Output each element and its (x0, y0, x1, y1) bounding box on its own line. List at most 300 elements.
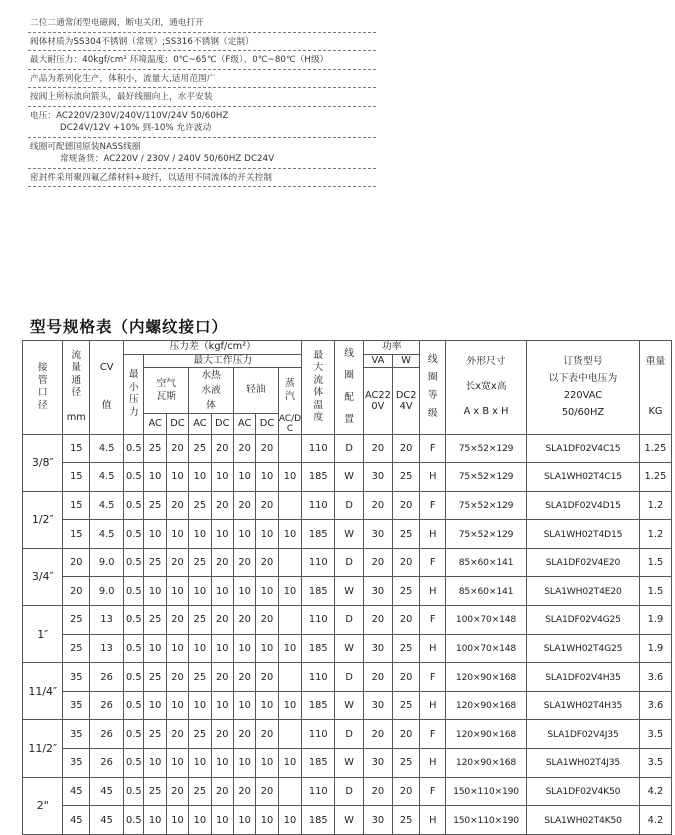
air-ac-cell: 10 (144, 634, 166, 663)
grade-cell: H (420, 749, 446, 778)
oil-ac-cell: 20 (233, 663, 255, 692)
cv-cell: 13 (90, 606, 124, 635)
table-row (23, 691, 672, 720)
va-cell: 20 (364, 777, 393, 806)
min-pressure-cell: 0.5 (124, 663, 144, 692)
w-cell: 20 (392, 491, 420, 520)
oil-dc-cell: 20 (256, 548, 278, 577)
coil-cell: D (335, 548, 364, 577)
spec-table (22, 340, 672, 835)
water-ac-cell: 25 (189, 606, 211, 635)
steam-cell: 10 (278, 520, 302, 549)
flow-cell: 35 (63, 749, 90, 778)
coil-cell: D (335, 606, 364, 635)
grade-cell: F (420, 663, 446, 692)
air-ac-cell: 10 (144, 463, 166, 492)
model-cell: SLA1DF02V4H35 (527, 663, 640, 692)
oil-ac-cell: 20 (233, 720, 255, 749)
header-weight: 重量 KG (639, 341, 671, 435)
weight-cell: 1.2 (639, 520, 671, 549)
oil-ac-cell: 10 (233, 463, 255, 492)
air-dc-cell: 10 (166, 520, 188, 549)
table-row (23, 663, 672, 692)
water-ac-cell: 10 (189, 463, 211, 492)
weight-cell: 1.25 (639, 463, 671, 492)
water-ac-cell: 10 (189, 634, 211, 663)
w-cell: 20 (392, 548, 420, 577)
note-item (28, 107, 376, 138)
temp-cell: 185 (302, 463, 335, 492)
min-pressure-cell: 0.5 (124, 806, 144, 835)
note-text-line2: 常规备货：AC220V / 230V / 240V 50/60HZ DC24V (60, 154, 275, 164)
oil-dc-cell: 20 (256, 777, 278, 806)
header-steam: 蒸汽 (278, 368, 302, 414)
header-coil-config: 线圈配置 (335, 341, 364, 435)
header-air-ac: AC (144, 414, 166, 435)
w-cell: 20 (392, 720, 420, 749)
note-text: 线圈可配德国原装NASS线圈 (30, 141, 141, 152)
weight-cell: 1.5 (639, 577, 671, 606)
header-water-dc: DC (211, 414, 233, 435)
oil-ac-cell: 10 (233, 749, 255, 778)
water-ac-cell: 25 (189, 548, 211, 577)
coil-cell: D (335, 720, 364, 749)
model-cell: SLA1DF02V4G25 (527, 606, 640, 635)
weight-cell: 3.6 (639, 663, 671, 692)
coil-cell: W (335, 749, 364, 778)
note-text: 电压：AC220V/230V/240V/110V/24V 50/60HZ (30, 110, 229, 121)
weight-cell: 1.2 (639, 491, 671, 520)
va-cell: 20 (364, 491, 393, 520)
header-steam-acdc: AC/DC (278, 413, 302, 434)
flow-cell: 35 (63, 720, 90, 749)
port-size-cell: 3/8″ (23, 434, 63, 491)
grade-cell: H (420, 463, 446, 492)
oil-ac-cell: 10 (233, 691, 255, 720)
water-dc-cell: 10 (211, 691, 233, 720)
temp-cell: 185 (302, 577, 335, 606)
water-ac-cell: 10 (189, 691, 211, 720)
note-text: 二位二通常闭型电磁阀，断电关闭，通电打开 (30, 18, 204, 28)
grade-cell: F (420, 777, 446, 806)
steam-cell (278, 491, 302, 520)
table-row (23, 491, 672, 520)
port-size-cell: 1″ (23, 606, 63, 663)
water-dc-cell: 10 (211, 806, 233, 835)
oil-dc-cell: 20 (256, 491, 278, 520)
min-pressure-cell: 0.5 (124, 577, 144, 606)
w-cell: 25 (392, 749, 420, 778)
spec-table-body (23, 434, 672, 835)
oil-ac-cell: 10 (233, 577, 255, 606)
oil-dc-cell: 20 (256, 606, 278, 635)
port-size-cell: 2" (23, 777, 63, 834)
flow-cell: 25 (63, 606, 90, 635)
min-pressure-cell: 0.5 (124, 463, 144, 492)
grade-cell: F (420, 548, 446, 577)
port-size-cell: 11/2″ (23, 720, 63, 777)
model-cell: SLA1DF02V4C15 (527, 434, 640, 463)
oil-ac-cell: 20 (233, 548, 255, 577)
header-pressure-diff: 压力差（kgf/cm²） (124, 341, 302, 355)
flow-cell: 20 (63, 548, 90, 577)
note-item (28, 70, 376, 89)
dims-cell: 120×90×168 (446, 720, 527, 749)
dims-cell: 75×52×129 (446, 491, 527, 520)
air-ac-cell: 25 (144, 777, 166, 806)
dims-cell: 85×60×141 (446, 577, 527, 606)
air-ac-cell: 10 (144, 691, 166, 720)
air-dc-cell: 10 (166, 577, 188, 606)
oil-dc-cell: 20 (256, 720, 278, 749)
note-text: 密封件采用聚四氟乙烯材料+玻纤，以适用不同流体的开关控制 (30, 172, 273, 183)
temp-cell: 185 (302, 691, 335, 720)
air-ac-cell: 10 (144, 577, 166, 606)
air-ac-cell: 25 (144, 434, 166, 463)
temp-cell: 110 (302, 434, 335, 463)
w-cell: 25 (392, 691, 420, 720)
oil-ac-cell: 20 (233, 434, 255, 463)
coil-cell: W (335, 520, 364, 549)
min-pressure-cell: 0.5 (124, 491, 144, 520)
header-cv: CV 值 (90, 341, 124, 435)
steam-cell: 10 (278, 463, 302, 492)
weight-cell: 4.2 (639, 806, 671, 835)
min-pressure-cell: 0.5 (124, 691, 144, 720)
water-ac-cell: 25 (189, 434, 211, 463)
model-cell: SLA1WH02T4J35 (527, 749, 640, 778)
temp-cell: 110 (302, 606, 335, 635)
coil-cell: W (335, 463, 364, 492)
water-dc-cell: 10 (211, 577, 233, 606)
water-ac-cell: 25 (189, 720, 211, 749)
air-ac-cell: 10 (144, 520, 166, 549)
header-max-working-pressure: 最大工作压力 (144, 354, 302, 368)
header-water: 水热水液体 (189, 368, 234, 414)
w-cell: 25 (392, 634, 420, 663)
va-cell: 20 (364, 548, 393, 577)
grade-cell: H (420, 691, 446, 720)
weight-cell: 1.25 (639, 434, 671, 463)
weight-cell: 1.9 (639, 634, 671, 663)
va-cell: 30 (364, 691, 393, 720)
flow-cell: 35 (63, 691, 90, 720)
min-pressure-cell: 0.5 (124, 520, 144, 549)
cv-cell: 45 (90, 806, 124, 835)
grade-cell: H (420, 577, 446, 606)
table-row (23, 749, 672, 778)
header-flow: 流量通径 mm (63, 341, 90, 435)
dims-cell: 120×90×168 (446, 749, 527, 778)
table-row (23, 463, 672, 492)
temp-cell: 110 (302, 663, 335, 692)
water-ac-cell: 10 (189, 749, 211, 778)
va-cell: 30 (364, 463, 393, 492)
table-row (23, 577, 672, 606)
va-cell: 30 (364, 806, 393, 835)
va-cell: 30 (364, 634, 393, 663)
note-text: 产品为系列化生产，体积小，流量大,适用范围广 (30, 73, 216, 84)
water-ac-cell: 25 (189, 777, 211, 806)
weight-cell: 3.5 (639, 749, 671, 778)
dims-cell: 75×52×129 (446, 463, 527, 492)
steam-cell: 10 (278, 806, 302, 835)
model-cell: SLA1DF02V4J35 (527, 720, 640, 749)
coil-cell: D (335, 777, 364, 806)
dims-cell: 75×52×129 (446, 520, 527, 549)
note-text: 最大耐压力：40kgf/cm² 环境温度：0℃~65℃（F级）、0℃~80℃（H级） (30, 55, 329, 65)
temp-cell: 110 (302, 548, 335, 577)
air-ac-cell: 25 (144, 606, 166, 635)
min-pressure-cell: 0.5 (124, 634, 144, 663)
grade-cell: F (420, 491, 446, 520)
oil-ac-cell: 10 (233, 806, 255, 835)
air-dc-cell: 10 (166, 634, 188, 663)
model-cell: SLA1WH02T4C15 (527, 463, 640, 492)
cv-cell: 4.5 (90, 434, 124, 463)
oil-ac-cell: 10 (233, 520, 255, 549)
water-dc-cell: 10 (211, 749, 233, 778)
va-cell: 20 (364, 720, 393, 749)
w-cell: 20 (392, 606, 420, 635)
va-cell: 30 (364, 749, 393, 778)
water-ac-cell: 10 (189, 520, 211, 549)
model-cell: SLA1DF02V4K50 (527, 777, 640, 806)
temp-cell: 185 (302, 520, 335, 549)
header-oil-ac: AC (233, 414, 255, 435)
table-row (23, 777, 672, 806)
w-cell: 20 (392, 434, 420, 463)
header-ac-voltage: AC220V (364, 368, 393, 435)
water-ac-cell: 25 (189, 491, 211, 520)
va-cell: 30 (364, 520, 393, 549)
min-pressure-cell: 0.5 (124, 749, 144, 778)
temp-cell: 110 (302, 491, 335, 520)
steam-cell (278, 777, 302, 806)
min-pressure-cell: 0.5 (124, 548, 144, 577)
air-ac-cell: 10 (144, 806, 166, 835)
weight-cell: 3.5 (639, 720, 671, 749)
air-dc-cell: 20 (166, 606, 188, 635)
coil-cell: W (335, 806, 364, 835)
coil-cell: D (335, 491, 364, 520)
oil-dc-cell: 10 (256, 806, 278, 835)
cv-cell: 9.0 (90, 577, 124, 606)
air-dc-cell: 20 (166, 663, 188, 692)
steam-cell (278, 434, 302, 463)
oil-dc-cell: 10 (256, 520, 278, 549)
note-text: 按阀上所标流向箭头，最好线圈向上，水平安装 (30, 92, 213, 102)
dims-cell: 120×90×168 (446, 663, 527, 692)
va-cell: 20 (364, 434, 393, 463)
air-ac-cell: 10 (144, 749, 166, 778)
header-air: 空气瓦斯 (144, 368, 189, 414)
grade-cell: F (420, 606, 446, 635)
temp-cell: 185 (302, 634, 335, 663)
oil-dc-cell: 10 (256, 749, 278, 778)
grade-cell: F (420, 720, 446, 749)
water-ac-cell: 25 (189, 663, 211, 692)
oil-ac-cell: 20 (233, 777, 255, 806)
oil-dc-cell: 10 (256, 577, 278, 606)
weight-cell: 4.2 (639, 777, 671, 806)
model-cell: SLA1WH02T4K50 (527, 806, 640, 835)
flow-cell: 20 (63, 577, 90, 606)
air-dc-cell: 10 (166, 691, 188, 720)
w-cell: 25 (392, 520, 420, 549)
oil-ac-cell: 20 (233, 491, 255, 520)
air-ac-cell: 25 (144, 663, 166, 692)
air-ac-cell: 25 (144, 720, 166, 749)
model-cell: SLA1DF02V4E20 (527, 548, 640, 577)
header-water-ac: AC (189, 414, 211, 435)
water-dc-cell: 20 (211, 720, 233, 749)
cv-cell: 26 (90, 720, 124, 749)
header-power: 功率 (364, 341, 420, 355)
cv-cell: 26 (90, 691, 124, 720)
cv-cell: 4.5 (90, 491, 124, 520)
oil-dc-cell: 10 (256, 634, 278, 663)
coil-cell: W (335, 577, 364, 606)
w-cell: 25 (392, 577, 420, 606)
min-pressure-cell: 0.5 (124, 434, 144, 463)
product-notes (28, 14, 376, 187)
header-light-oil: 轻油 (233, 368, 278, 414)
water-dc-cell: 20 (211, 777, 233, 806)
note-item (28, 88, 376, 107)
water-dc-cell: 20 (211, 663, 233, 692)
table-row (23, 606, 672, 635)
port-size-cell: 1/2″ (23, 491, 63, 548)
cv-cell: 45 (90, 777, 124, 806)
min-pressure-cell: 0.5 (124, 606, 144, 635)
va-cell: 30 (364, 577, 393, 606)
dims-cell: 120×90×168 (446, 691, 527, 720)
temp-cell: 110 (302, 720, 335, 749)
steam-cell (278, 606, 302, 635)
air-ac-cell: 25 (144, 491, 166, 520)
header-order-model: 订货型号 以下表中电压为 220VAC 50/60HZ (527, 341, 640, 435)
coil-cell: W (335, 691, 364, 720)
cv-cell: 26 (90, 663, 124, 692)
note-text-line2: DC24V/12V +10% 到-10% 允许波动 (60, 123, 212, 133)
temp-cell: 185 (302, 806, 335, 835)
port-size-cell: 3/4″ (23, 548, 63, 605)
air-dc-cell: 20 (166, 434, 188, 463)
steam-cell: 10 (278, 577, 302, 606)
port-size-cell: 11/4″ (23, 663, 63, 720)
water-ac-cell: 10 (189, 577, 211, 606)
oil-ac-cell: 20 (233, 606, 255, 635)
dims-cell: 100×70×148 (446, 606, 527, 635)
cv-cell: 9.0 (90, 548, 124, 577)
flow-cell: 15 (63, 520, 90, 549)
steam-cell: 10 (278, 634, 302, 663)
grade-cell: H (420, 634, 446, 663)
air-dc-cell: 10 (166, 749, 188, 778)
header-air-dc: DC (166, 414, 188, 435)
va-cell: 20 (364, 663, 393, 692)
steam-cell: 10 (278, 749, 302, 778)
coil-cell: D (335, 663, 364, 692)
flow-cell: 45 (63, 806, 90, 835)
weight-cell: 1.9 (639, 606, 671, 635)
table-row (23, 520, 672, 549)
w-cell: 20 (392, 777, 420, 806)
note-item (28, 138, 376, 169)
air-ac-cell: 25 (144, 548, 166, 577)
table-row (23, 634, 672, 663)
water-dc-cell: 20 (211, 606, 233, 635)
dims-cell: 85×60×141 (446, 548, 527, 577)
cv-cell: 13 (90, 634, 124, 663)
oil-dc-cell: 10 (256, 463, 278, 492)
air-dc-cell: 10 (166, 806, 188, 835)
water-dc-cell: 20 (211, 434, 233, 463)
water-dc-cell: 20 (211, 548, 233, 577)
header-port: 接管口径 (23, 341, 63, 435)
table-row (23, 806, 672, 835)
note-item (28, 169, 376, 188)
temp-cell: 110 (302, 777, 335, 806)
air-dc-cell: 20 (166, 548, 188, 577)
header-w: W (392, 354, 420, 368)
header-oil-dc: DC (256, 414, 278, 435)
dims-cell: 150×110×190 (446, 777, 527, 806)
cv-cell: 4.5 (90, 463, 124, 492)
w-cell: 25 (392, 806, 420, 835)
flow-cell: 15 (63, 434, 90, 463)
w-cell: 20 (392, 663, 420, 692)
oil-ac-cell: 10 (233, 634, 255, 663)
dims-cell: 100×70×148 (446, 634, 527, 663)
table-row (23, 548, 672, 577)
coil-cell: W (335, 634, 364, 663)
oil-dc-cell: 20 (256, 434, 278, 463)
section-title: 型号规格表（内螺纹接口） (30, 318, 229, 336)
dims-cell: 150×110×190 (446, 806, 527, 835)
grade-cell: H (420, 806, 446, 835)
va-cell: 20 (364, 606, 393, 635)
table-row (23, 720, 672, 749)
note-item (28, 14, 376, 33)
header-dimensions: 外形尺寸 长x宽x高 A x B x H (446, 341, 527, 435)
cv-cell: 26 (90, 749, 124, 778)
water-ac-cell: 10 (189, 806, 211, 835)
w-cell: 25 (392, 463, 420, 492)
model-cell: SLA1WH02T4G25 (527, 634, 640, 663)
header-max-temp: 最大流体温度 (302, 341, 335, 435)
spec-table-header (23, 341, 672, 435)
steam-cell: 10 (278, 691, 302, 720)
model-cell: SLA1WH02T4D15 (527, 520, 640, 549)
header-va: VA (364, 354, 393, 368)
header-dc-voltage: DC24V (392, 368, 420, 435)
min-pressure-cell: 0.5 (124, 720, 144, 749)
weight-cell: 3.6 (639, 691, 671, 720)
steam-cell (278, 663, 302, 692)
water-dc-cell: 10 (211, 520, 233, 549)
note-item (28, 51, 376, 70)
temp-cell: 185 (302, 749, 335, 778)
oil-dc-cell: 10 (256, 691, 278, 720)
min-pressure-cell: 0.5 (124, 777, 144, 806)
note-item (28, 33, 376, 52)
flow-cell: 15 (63, 463, 90, 492)
water-dc-cell: 10 (211, 463, 233, 492)
cv-cell: 4.5 (90, 520, 124, 549)
model-cell: SLA1DF02V4D15 (527, 491, 640, 520)
